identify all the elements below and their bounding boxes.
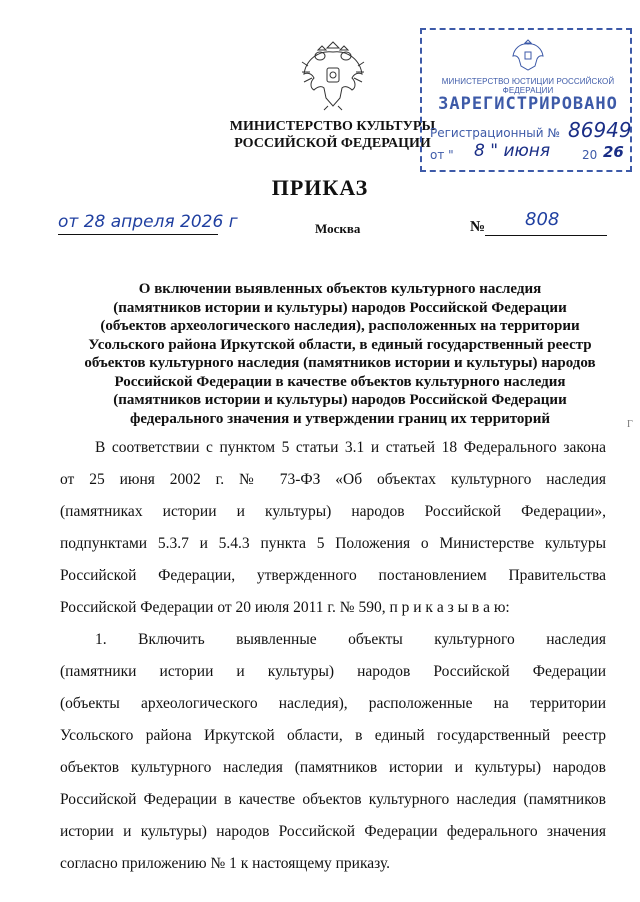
- registration-stamp: [420, 28, 632, 172]
- subject-line: (объектов археологического наследия), расположенных на территории: [100, 318, 580, 334]
- document-type-title: ПРИКАЗ: [271, 175, 369, 200]
- margin-mark: Г: [627, 419, 633, 430]
- body-line: от 25 июня 2002 г. № 73-ФЗ «Об объектах культурного наследия: [60, 471, 606, 488]
- subject-line: (памятников истории и культуры) народов Российской Федерации: [113, 392, 567, 408]
- stamp-year-label: 20: [582, 148, 598, 162]
- subject-line: О включении выявленных объектов культурного наследия: [138, 281, 542, 297]
- body-line: подпунктами 5.3.7 и 5.4.3 пункта 5 Положения о Министерстве культуры: [60, 535, 606, 552]
- stamp-emblem-icon: [511, 36, 545, 72]
- ministry-header: [210, 118, 455, 152]
- handwritten-number: 808: [525, 209, 560, 230]
- stamp-year-value: 26: [603, 143, 624, 161]
- body-line: (памятники истории и культуры) народов Российской Федерации: [60, 663, 606, 680]
- subject-line: федерального значения и утверждении границ их территорий: [129, 410, 551, 427]
- order-subject: [60, 280, 620, 428]
- number-label: №: [470, 219, 486, 235]
- subject-line: Усольского района Иркутской области, в единый государственный реестр: [88, 336, 592, 353]
- body-line: Российской Федерации от 20 июля 2011 г. № 590, п р и к а з ы в а ю:: [60, 599, 510, 616]
- body-line: В соответствии с пунктом 5 статьи 3.1 и статьей 18 Федерального закона: [95, 439, 606, 456]
- stamp-ministry: МИНИСТЕРСТВО ЮСТИЦИИ РОССИЙСКОЙ ФЕДЕРАЦИИ: [441, 77, 615, 95]
- body-line: объектов культурного наследия (памятников истории и культуры) народов: [60, 759, 606, 776]
- body-line: (объекты археологического наследия), расположенные на территории: [60, 695, 606, 712]
- number-underline: [485, 235, 607, 236]
- stamp-reg-number: 86949: [568, 118, 632, 142]
- coat-of-arms-icon: [298, 32, 368, 112]
- ministry-line-1: МИНИСТЕРСТВО КУЛЬТУРЫ: [229, 119, 436, 134]
- subject-line: (памятников истории и культуры) народов Российской Федерации: [113, 299, 567, 316]
- stamp-date-label: от ": [430, 148, 454, 162]
- stamp-reg-label: Регистрационный №: [430, 126, 560, 140]
- body-line: (памятниках истории и культуры) народов Российской Федерации»,: [60, 503, 606, 520]
- body-line: истории и культуры) народов Российской Федерации федерального значения: [60, 823, 606, 840]
- stamp-registered: ЗАРЕГИСТРИРОВАНО: [438, 94, 618, 114]
- subject-line: объектов культурного наследия (памятников истории и культуры) народов: [84, 355, 596, 371]
- body-line: Российской Федерации, утвержденного постановлением Правительства: [60, 567, 606, 584]
- stamp-date-value: 8 " июня: [474, 141, 551, 161]
- body-line: согласно приложению № 1 к настоящему приказу.: [60, 855, 391, 872]
- body-line: Российской Федерации в качестве объектов культурного наследия (памятников: [60, 791, 606, 808]
- date-underline: [58, 234, 218, 235]
- body-line: 1. Включить выявленные объекты культурного наследия: [95, 631, 606, 648]
- body-line: Усольского района Иркутской области, в единый государственный реестр: [60, 727, 606, 744]
- subject-line: Российской Федерации в качестве объектов культурного наследия: [114, 373, 566, 390]
- handwritten-date: от 28 апреля 2026 г: [58, 212, 238, 232]
- city: Москва: [315, 221, 361, 236]
- ministry-line-2: РОССИЙСКОЙ ФЕДЕРАЦИИ: [234, 136, 431, 151]
